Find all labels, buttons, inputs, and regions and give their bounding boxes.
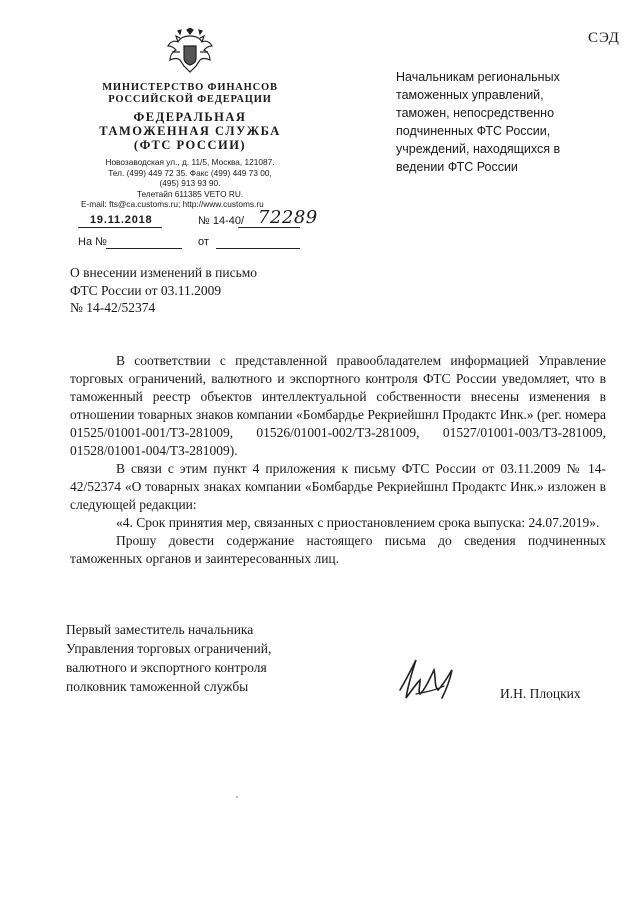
email: E-mail: fts@ca.customs.ru; http://www.customs.ru [81,199,264,209]
handwritten-number: 72289 [258,207,318,228]
date-field [78,213,162,228]
sed-stamp: СЭД [588,30,620,46]
date-value: 19.11.2018 [90,214,153,226]
ministry-name: МИНИСТЕРСТВО ФИНАНСОВ РОССИЙСКОЙ ФЕДЕРАЦИИ [102,82,278,105]
fax: (495) 913 93 90. [159,178,221,188]
agency-name: ФЕДЕРАЛЬНАЯ ТАМОЖЕННАЯ СЛУЖБА (ФТС РОССИИ) [99,110,281,152]
body-paragraph: В соответствии с представленной правообладателем информацией Управление торговых ограничений, валютного и экспортного контроля ФТС России уведомляет, что в таможенный реестр объектов интеллектуальной собственности внесены изменения в отношении товарных знаков компании «Бомбардье Рекриейшнл Продактс Инк.» (рег. номера 01525/01001-001/ТЗ-281009, 01526/01001-002/ТЗ-281009, 01527/01001-003/ТЗ-281009, 01528/01001-004/ТЗ-281009). [70,353,606,458]
address: Новозаводская ул., д. 11/5, Москва, 121087. [105,157,275,167]
teletype: Телетайп 611385 VETO RU. [136,188,244,199]
contact-details [78,157,302,210]
signer-position: Первый заместитель начальника Управления торговых ограничений, валютного и экспортного контроля полковник таможенной службы [66,622,272,694]
signer-name: И.Н. Плоцких [500,686,581,701]
handwritten-signature-icon [386,650,466,710]
reference-number-label: На № [78,236,107,248]
reference-number-line [106,248,182,249]
scan-speck [236,796,238,798]
letter-subject: О внесении изменений в письмо ФТС России от 03.11.2009 № 14-42/52374 [70,265,258,315]
body-paragraph: Прошу довести содержание настоящего письма до сведения подчиненных таможенных органов и заинтересованных лиц. [70,533,606,566]
reference-date-line [216,248,300,249]
double-headed-eagle-emblem-icon [166,28,214,74]
number-label: № 14-40/ [198,215,245,227]
recipients: Начальникам региональных таможенных управлений, таможен, непосредственно подчиненных ФТС России, учреждений, находящихся в ведении ФТС России [396,70,561,174]
reference-date-label: от [198,236,209,248]
body-paragraph: «4. Срок принятия мер, связанных с приостановлением срока выпуска: 24.07.2019». [116,515,600,530]
body-paragraph: В связи с этим пункт 4 приложения к письму ФТС России от 03.11.2009 № 14-42/52374 «О товарных знаках компании «Бомбардье Рекриейшнл Продактс Инк.» изложен в следующей редакции: [70,461,606,512]
letter-body [70,352,606,568]
phone: Тел. (499) 449 72 35. Факс (499) 449 73 00, [108,167,272,178]
